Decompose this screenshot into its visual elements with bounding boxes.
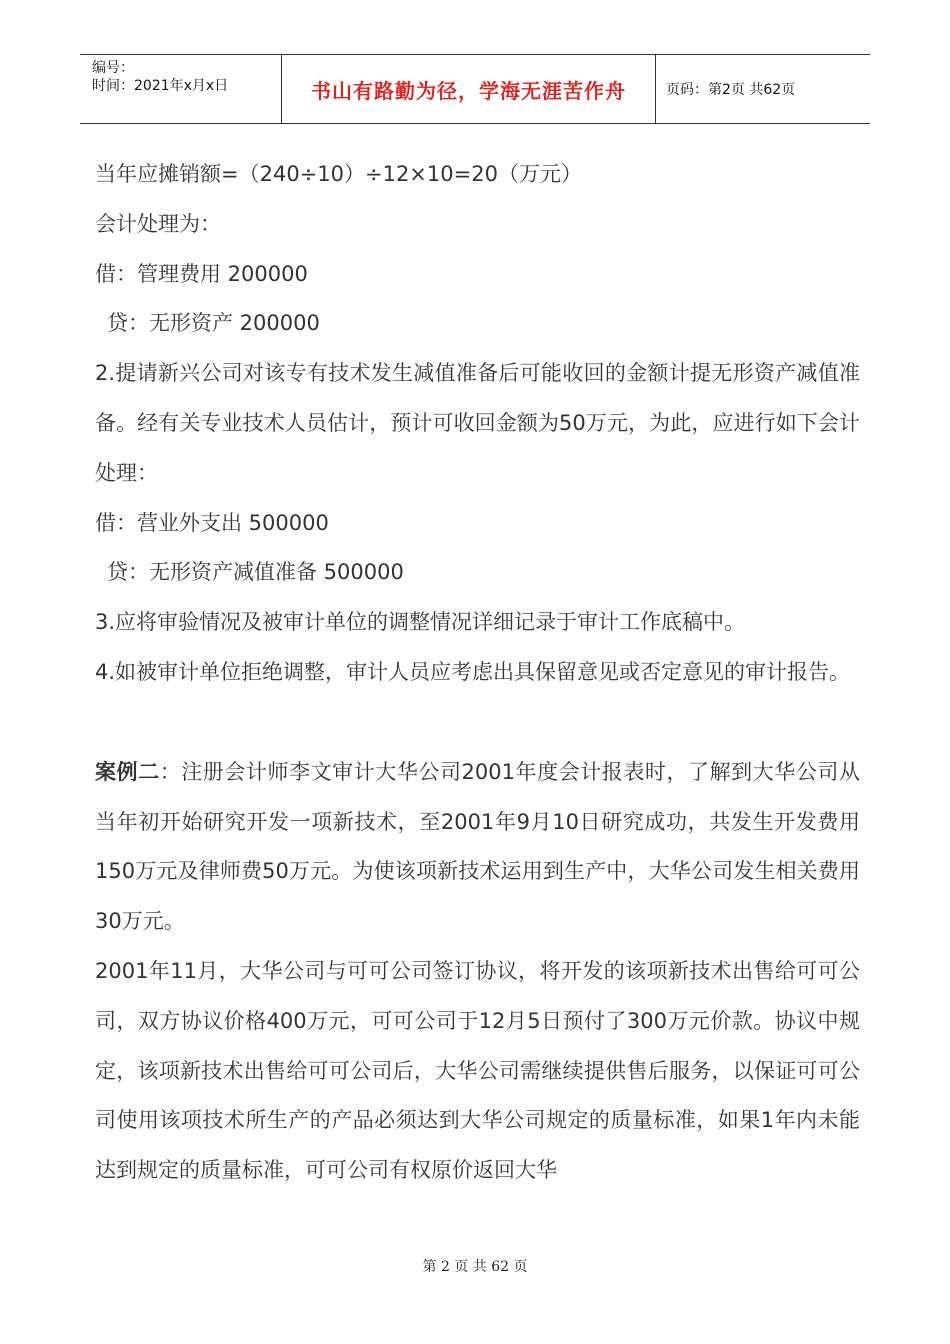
- paragraph-item-4: 4.如被审计单位拒绝调整，审计人员应考虑出具保留意见或否定意见的审计报告。: [95, 659, 851, 684]
- paragraph-accounting: 会计处理为：: [95, 211, 221, 236]
- paragraph-case-two: [95, 748, 860, 947]
- header-motto: 书山有路勤为径，学海无涯苦作舟: [282, 55, 656, 123]
- doc-date-label: 时间：2021年x月x日: [92, 78, 229, 94]
- page-footer: 第 2 页 共 62 页: [422, 1259, 528, 1275]
- case-title: 案例二: [95, 759, 160, 784]
- journal-debit-2: 借：营业外支出 500000: [95, 510, 329, 535]
- page-header: [80, 54, 870, 124]
- journal-debit-1: 借：管理费用 200000: [95, 261, 308, 286]
- paragraph-item-3: 3.应将审验情况及被审计单位的调整情况详细记录于审计工作底稿中。: [95, 610, 746, 635]
- paragraph-amortization: 当年应摊销额=（240÷10）÷12×10=20（万元）: [95, 162, 582, 186]
- document-body: [95, 150, 860, 1196]
- journal-credit-2: 贷：无形资产减值准备 500000: [107, 560, 404, 585]
- journal-credit-1: 贷：无形资产 200000: [107, 311, 320, 336]
- case-text: ：注册会计师李文审计大华公司2001年度会计报表时，了解到大华公司从当年初开始研究开发一项新技术，至2001年9月10日研究成功，共发生开发费用150万元及律师费50万元。为使该项新技术运用到生产中，大华公司发生相关费用30万元。: [95, 759, 860, 934]
- header-page-label: 页码：第2页 共62页: [666, 82, 796, 98]
- paragraph-case-two-detail: 2001年11月，大华公司与可可公司签订协议，将开发的该项新技术出售给可可公司，双方协议价格400万元，可可公司于12月5日预付了300万元价款。协议中规定，该项新技术出售给可可公司后，大华公司需继续提供售后服务，以保证可可公司使用该项技术所生产的产品必须达到大华公司规定的质量标准，如果1年内未能达到规定的质量标准，可可公司有权原价返回大华: [95, 958, 860, 1183]
- section-gap: [95, 698, 860, 748]
- header-meta: [80, 55, 282, 123]
- doc-number-label: 编号：: [92, 60, 134, 76]
- paragraph-item-2: 2.提请新兴公司对该专有技术发生减值准备后可能收回的金额计提无形资产减值准备。经有关专业技术人员估计，预计可收回金额为50万元，为此，应进行如下会计处理：: [95, 361, 860, 485]
